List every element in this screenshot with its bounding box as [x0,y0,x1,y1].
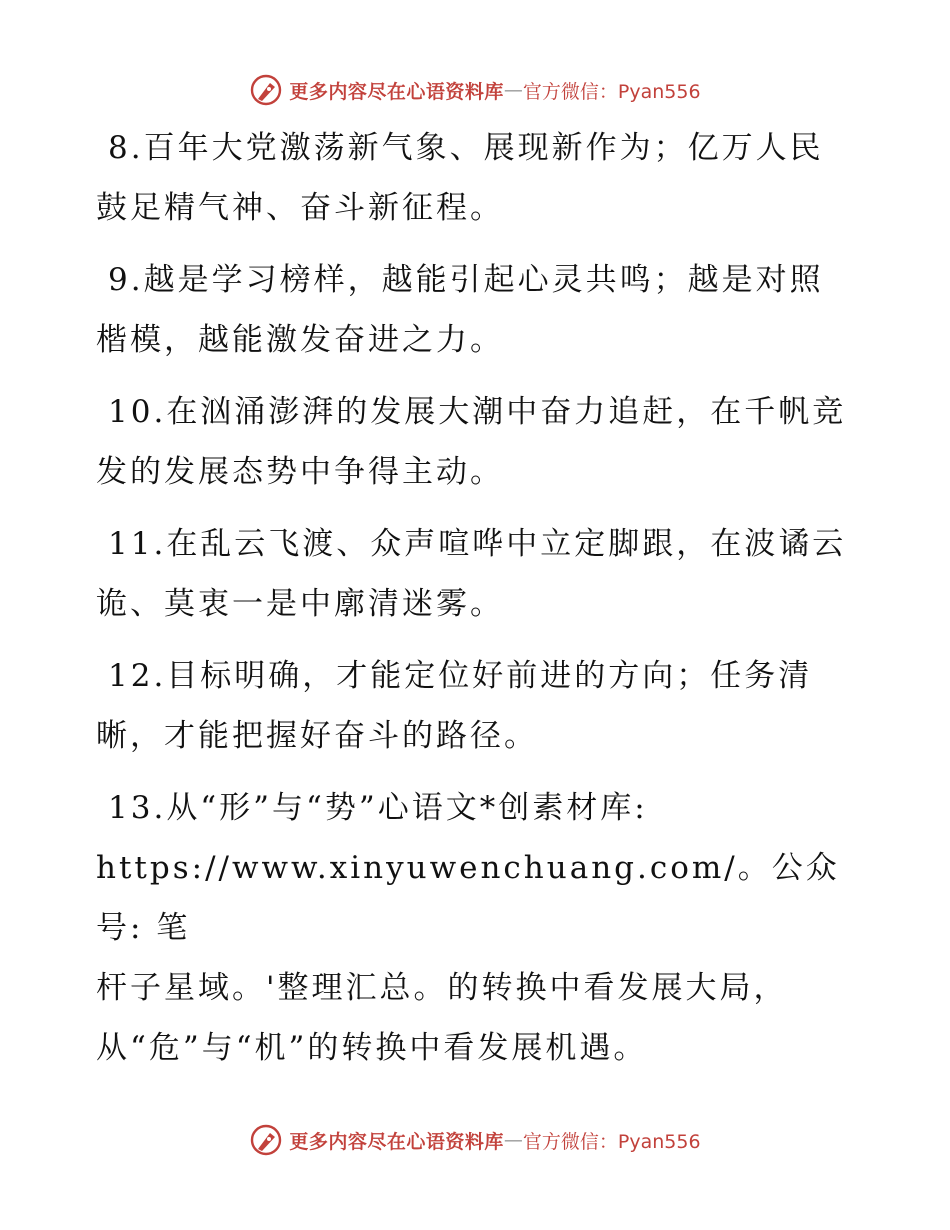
paragraph-number: 12. [108,658,167,694]
footer-brand-text: 更多内容尽在心语资料库 [289,1130,504,1153]
header-separator: — [503,79,523,101]
paragraph-line: 鼓足精气神、奋斗新征程。 [96,190,504,226]
paragraph-line: 百年大党激荡新气象、展现新作为；亿万人民 [143,130,824,166]
footer-banner [0,1120,950,1160]
paragraph-line: 越是学习榜样，越能引起心灵共鸣；越是对照 [143,262,824,298]
paragraph-10 [96,382,856,502]
paragraph-line: 楷模，越能激发奋进之力。 [96,322,504,358]
paragraph-line: 诡、莫衷一是中廓清迷雾。 [96,586,504,622]
pen-nib-circle-icon [249,1123,283,1157]
paragraph-line: 杆子星域。'整理汇总。的转换中看发展大局， [96,970,788,1006]
footer-separator: — [503,1129,523,1151]
paragraph-number: 10. [108,394,167,430]
paragraph-number: 13. [108,790,167,826]
paragraph-9 [96,250,856,370]
paragraph-line: 在乱云飞渡、众声喧哗中立定脚跟，在波谲云 [166,526,847,562]
paragraph-number: 11. [108,526,167,562]
paragraph-line: 从“形”与“势”心语文*创素材库: [166,790,648,826]
paragraph-13 [96,778,856,1078]
footer-wechat-text: 官方微信：Pyan556 [522,1130,701,1153]
paragraph-11 [96,514,856,634]
paragraph-line: 在汹涌澎湃的发展大潮中奋力追赶，在千帆竞 [166,394,847,430]
paragraph-line: 晰，才能把握好奋斗的路径。 [96,718,538,754]
header-wechat-text: 官方微信：Pyan556 [522,80,701,103]
pen-nib-circle-icon [249,73,283,107]
document-body [96,118,856,1090]
paragraph-line: 目标明确，才能定位好前进的方向；任务清 [166,658,813,694]
paragraph-number: 8. [108,130,144,166]
paragraph-line: 从“危”与“机”的转换中看发展机遇。 [96,1030,648,1066]
paragraph-12 [96,646,856,766]
header-brand-text: 更多内容尽在心语资料库 [289,80,504,103]
paragraph-line-url: https://www.xinyuwenchuang.com/。公众号: 笔 [96,850,840,946]
paragraph-line: 发的发展态势中争得主动。 [96,454,504,490]
paragraph-number: 9. [108,262,144,298]
header-banner [0,70,950,110]
paragraph-8 [96,118,856,238]
